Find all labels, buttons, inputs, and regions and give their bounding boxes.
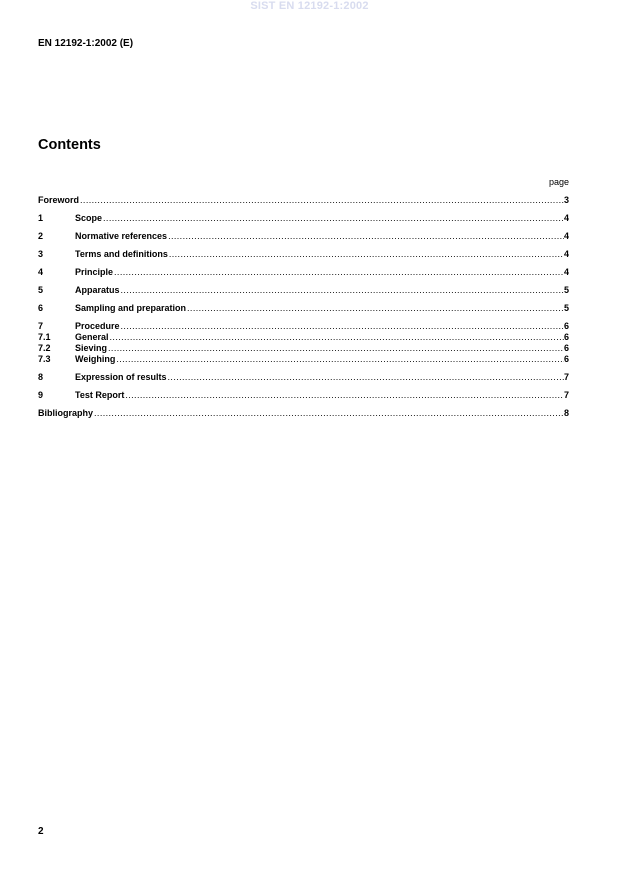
toc-entry-page: 5	[563, 285, 569, 295]
toc-entry-number: 7.3	[38, 354, 51, 364]
toc-entry-title: Sampling and preparation	[75, 303, 187, 313]
toc-entry-number: 4	[38, 267, 44, 277]
toc-dot-leader	[108, 343, 564, 354]
toc-entry-title: Terms and definitions	[75, 249, 168, 259]
toc-dot-leader	[80, 195, 564, 206]
toc-entry-page: 5	[563, 303, 569, 313]
toc-entry-title: Principle	[75, 267, 114, 277]
toc-entry-page: 4	[563, 213, 569, 223]
toc-entry-page: 6	[563, 332, 569, 342]
toc-entry-bibliography[interactable]	[38, 408, 569, 419]
toc-entry-page: 4	[563, 267, 569, 277]
toc-entry-title: Procedure	[75, 321, 120, 331]
toc-entry-number: 2	[38, 231, 44, 241]
toc-entry-title: Sieving	[75, 343, 108, 353]
toc-dot-leader	[110, 332, 564, 343]
toc-dot-leader	[114, 267, 564, 278]
toc-entry-sieving[interactable]	[38, 343, 569, 354]
toc-entry-scope[interactable]	[38, 213, 569, 224]
toc-entry-page: 6	[563, 354, 569, 364]
page-column-label: page	[548, 177, 569, 187]
toc-entry-page: 8	[563, 408, 569, 418]
toc-entry-title: Weighing	[75, 354, 116, 364]
toc-dot-leader	[103, 213, 564, 224]
toc-entry-page: 4	[563, 249, 569, 259]
toc-entry-number: 1	[38, 213, 44, 223]
toc-entry-number: 7.2	[38, 343, 51, 353]
toc-entry-title: Test Report	[75, 390, 125, 400]
page-number: 2	[38, 826, 44, 837]
toc-entry-number: 7.1	[38, 332, 51, 342]
toc-entry-number: 8	[38, 372, 44, 382]
toc-dot-leader	[169, 249, 564, 260]
toc-entry-number: 5	[38, 285, 44, 295]
toc-entry-title: Scope	[75, 213, 103, 223]
toc-entry-general[interactable]	[38, 332, 569, 343]
table-of-contents	[38, 195, 569, 419]
toc-entry-number: 3	[38, 249, 44, 259]
toc-entry-apparatus[interactable]	[38, 285, 569, 296]
toc-dot-leader	[121, 321, 564, 332]
toc-entry-title: Bibliography	[38, 408, 94, 418]
toc-entry-sampling-and-preparation[interactable]	[38, 303, 569, 314]
toc-entry-page: 3	[563, 195, 569, 205]
toc-entry-page: 4	[563, 231, 569, 241]
toc-dot-leader	[121, 285, 564, 296]
toc-entry-normative-references[interactable]	[38, 231, 569, 242]
watermark: SIST EN 12192-1:2002	[250, 0, 369, 12]
toc-entry-foreword[interactable]	[38, 195, 569, 206]
toc-dot-leader	[125, 390, 564, 401]
contents-heading: Contents	[38, 137, 101, 153]
toc-entry-principle[interactable]	[38, 267, 569, 278]
toc-entry-page: 7	[563, 372, 569, 382]
toc-entry-test-report[interactable]	[38, 390, 569, 401]
toc-dot-leader	[116, 354, 564, 365]
toc-dot-leader	[168, 231, 564, 242]
toc-entry-page: 6	[563, 343, 569, 353]
toc-entry-terms-and-definitions[interactable]	[38, 249, 569, 260]
toc-entry-page: 6	[563, 321, 569, 331]
toc-entry-title: Apparatus	[75, 285, 120, 295]
toc-entry-expression-of-results[interactable]	[38, 372, 569, 383]
toc-dot-leader	[168, 372, 564, 383]
toc-entry-page: 7	[563, 390, 569, 400]
toc-entry-procedure[interactable]	[38, 321, 569, 332]
toc-dot-leader	[187, 303, 564, 314]
toc-entry-number: 7	[38, 321, 44, 331]
toc-entry-number: 9	[38, 390, 44, 400]
toc-entry-title: Normative references	[75, 231, 168, 241]
toc-entry-weighing[interactable]	[38, 354, 569, 365]
toc-entry-title: Expression of results	[75, 372, 167, 382]
document-id-header: EN 12192-1:2002 (E)	[38, 38, 134, 49]
toc-dot-leader	[94, 408, 564, 419]
toc-entry-title: Foreword	[38, 195, 80, 205]
toc-entry-number: 6	[38, 303, 44, 313]
toc-entry-title: General	[75, 332, 109, 342]
